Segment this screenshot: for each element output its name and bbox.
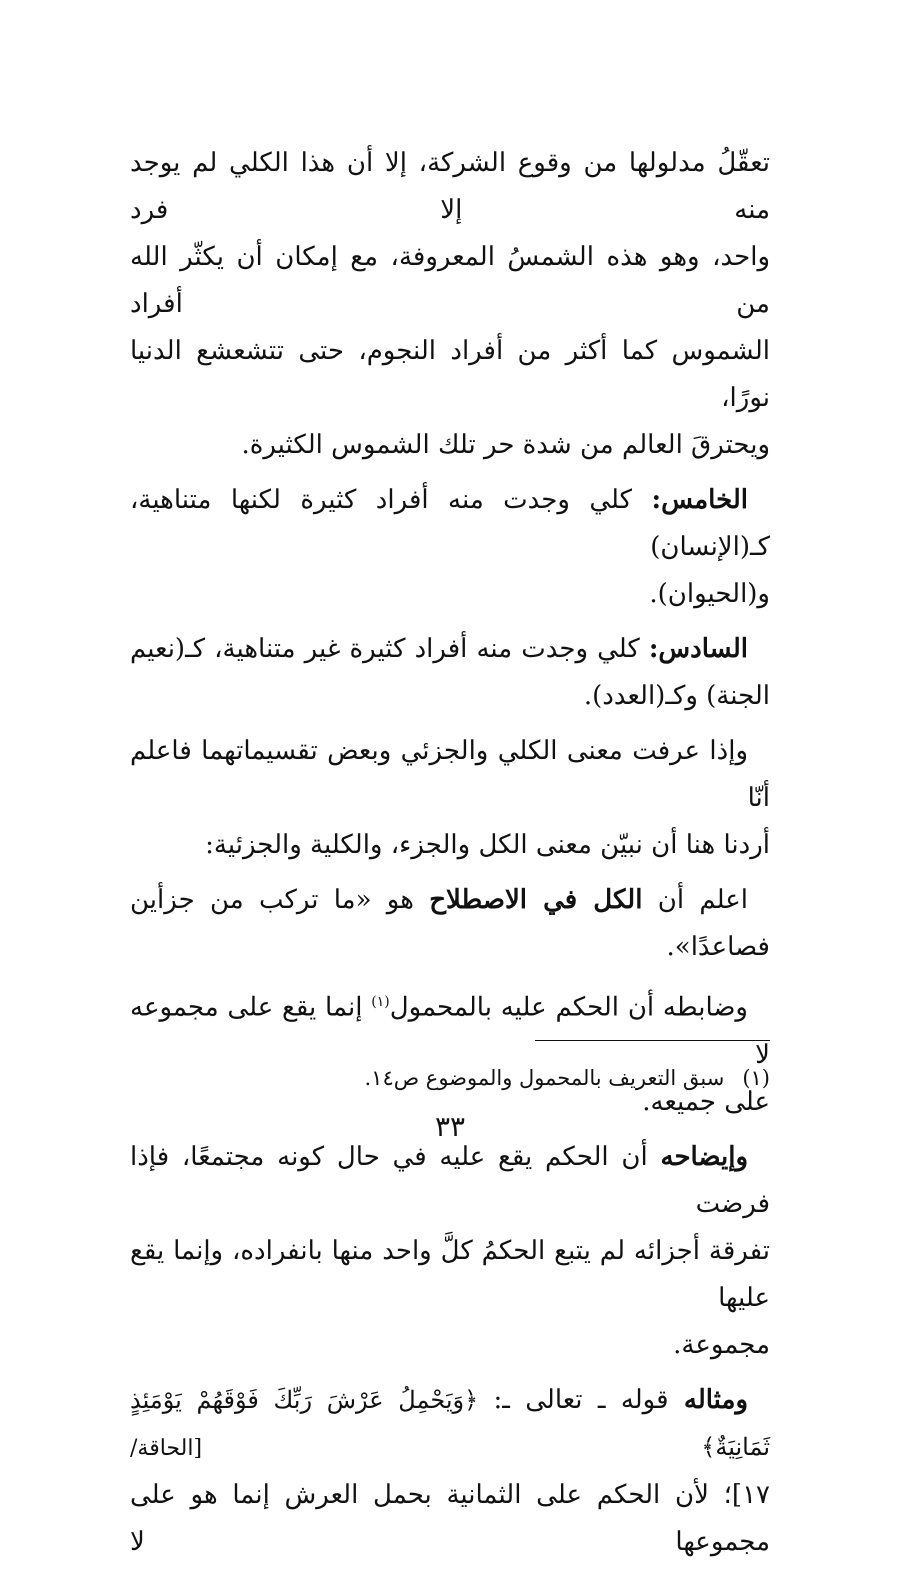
text-span: قوله ـ تعالى ـ: bbox=[493, 1384, 669, 1415]
text-span: كلي وجدت منه أفراد كثيرة غير متناهية، كـ(نعيم bbox=[130, 634, 640, 664]
text-line: تفرقة أجزائه لم يتبع الحكمُ كلَّ واحد منها بانفراده، وإنما يقع عليها bbox=[130, 1235, 770, 1313]
text-line: ١٧]؛ لأن الحكم على الثمانية بحمل العرش إنما هو على مجموعها لا bbox=[130, 1479, 771, 1557]
text-span: وضابطه أن الحكم عليه بالمحمول bbox=[389, 992, 748, 1023]
text-line bbox=[130, 877, 770, 971]
text-line: أردنا هنا أن نبيّن معنى الكل والجزء، والكلية والجزئية: bbox=[205, 830, 770, 860]
bold-lead: وإيضاحه bbox=[660, 1141, 748, 1172]
text-line bbox=[130, 477, 770, 571]
text-span: إنما يقع على مجموعه لا bbox=[130, 992, 770, 1070]
text-line: ويحترقَ العالم من شدة حر تلك الشموس الكثيرة. bbox=[241, 430, 770, 460]
text-line: على جميعه. bbox=[642, 1086, 770, 1117]
paragraph-clarification bbox=[130, 1134, 770, 1369]
text-span: هو «ما تركب من جزأين فصاعدًا». bbox=[130, 885, 770, 962]
text-line: و(الحيوان). bbox=[649, 579, 770, 609]
quran-verse: ﴿وَيَحْمِلُ عَرْشَ رَبِّكَ فَوْقَهُمْ يَوْمَئِذٍ ثَمَانِيَةٌ﴾ bbox=[130, 1385, 770, 1461]
text-span: وإذا عرفت معنى الكلي والجزئي وبعض تقسيماتهما فاعلم أنّا bbox=[130, 736, 770, 813]
page-body bbox=[130, 140, 770, 1574]
footnote-text: سبق التعريف بالمحمول والموضوع ص١٤. bbox=[364, 1066, 725, 1090]
paragraph-example bbox=[130, 1377, 770, 1566]
paragraph-fifth bbox=[130, 477, 770, 618]
text-line bbox=[130, 626, 770, 673]
text-line: تعقّلُ مدلولها من وقوع الشركة، إلا أن هذا الكلي لم يوجد منه إلا فرد bbox=[130, 148, 770, 225]
footnote bbox=[130, 1063, 770, 1093]
text-line: الشموس كما أكثر من أفراد النجوم، حتى تتشعشع الدنيا نورًا، bbox=[130, 336, 770, 413]
footnote-divider bbox=[535, 1040, 770, 1041]
text-line: واحد، وهو هذه الشمسُ المعروفة، مع إمكان أن يكثّر الله من أفراد bbox=[130, 242, 770, 319]
bold-lead: السادس: bbox=[648, 634, 749, 664]
text-line: الجنة) وكـ(العدد). bbox=[583, 681, 770, 711]
text-span: كلي وجدت منه أفراد كثيرة لكنها متناهية، كـ(الإنسان) bbox=[130, 485, 770, 562]
text-line bbox=[130, 1377, 770, 1472]
paragraph-criterion bbox=[130, 979, 770, 1126]
text-line: مجموعة. bbox=[673, 1329, 770, 1360]
page-number: ٣٣ bbox=[434, 1110, 466, 1143]
footnote-marker[interactable]: (١) bbox=[371, 994, 390, 1010]
paragraph-4 bbox=[130, 728, 770, 869]
text-span: اعلم أن bbox=[657, 885, 749, 915]
bold-lead: ومثاله bbox=[683, 1384, 749, 1415]
text-line bbox=[130, 1134, 770, 1228]
text-span: أن الحكم يقع عليه في حال كونه مجتمعًا، فإذا فرضت bbox=[130, 1141, 770, 1219]
bold-term: الكل في الاصطلاح bbox=[429, 885, 643, 915]
verse-reference: [الحاقة/ bbox=[130, 1435, 203, 1461]
text-line bbox=[130, 728, 770, 822]
paragraph-1 bbox=[130, 140, 770, 469]
bold-lead: الخامس: bbox=[651, 485, 748, 515]
paragraph-sixth bbox=[130, 626, 770, 720]
paragraph-definition bbox=[130, 877, 770, 971]
footnote-number: (١) bbox=[742, 1066, 770, 1090]
